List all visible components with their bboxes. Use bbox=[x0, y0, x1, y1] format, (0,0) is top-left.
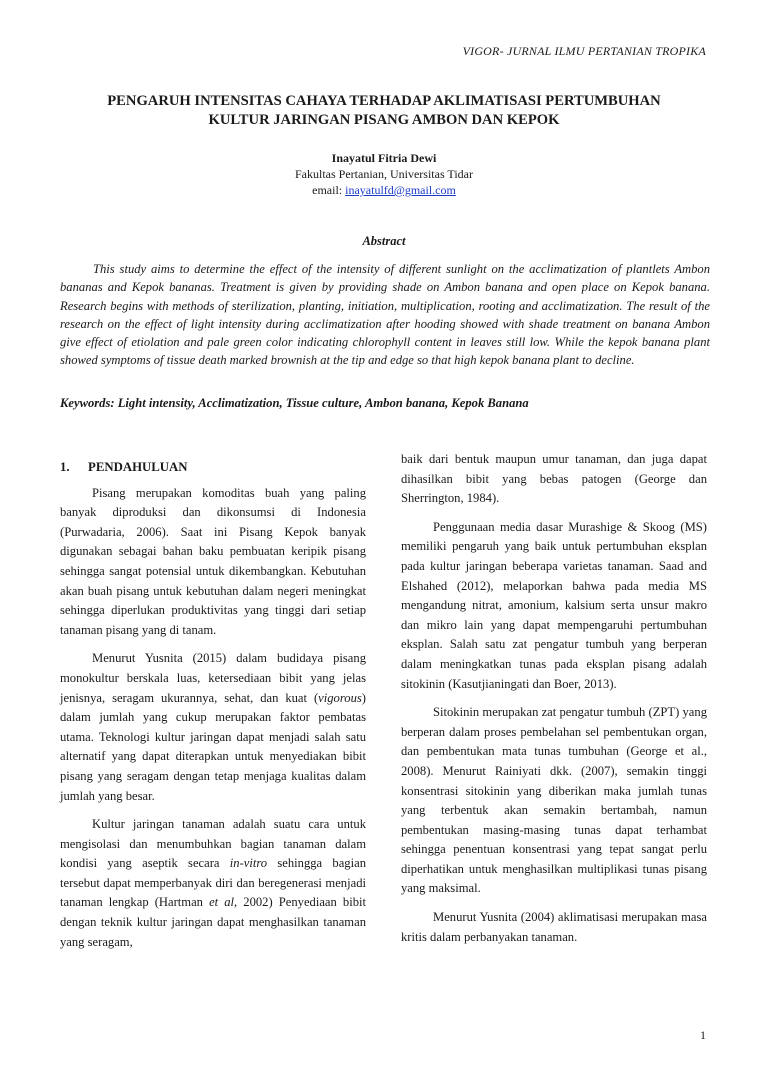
section-title: PENDAHULUAN bbox=[88, 460, 188, 474]
section-number: 1. bbox=[60, 460, 70, 474]
paragraph-text: 2002) Penyediaan bibit dengan teknik kultur jaringan dapat menghasilkan tanaman yang seragam, bbox=[60, 895, 367, 949]
author-block bbox=[60, 150, 708, 198]
email-link[interactable]: inayatulfd@gmail.com bbox=[345, 183, 456, 197]
right-column bbox=[401, 450, 707, 956]
author-email-line bbox=[60, 182, 708, 198]
body-paragraph: Penggunaan media dasar Murashige & Skoog (MS) memiliki pengaruh yang baik untuk pertumbuhan eksplan pada kultur jaringan beberapa varietas tanaman. Saad and Elshahed (2012), melaporkan bahwa pada media MS mengandung nitrat, amonium, kalsium serta unsur makro dan mikro lain yang dapat mempengaruhi pertumbuhan eksplan. Salah satu zat pengatur tumbuh yang berperan dalam meningkatkan tunas pada eksplan pisang adalah sitokinin (Kasutjianingati dan Boer, 2013). bbox=[401, 519, 707, 691]
keywords: Keywords: Light intensity, Acclimatization, Tissue culture, Ambon banana, Kepok Banana bbox=[60, 396, 529, 410]
paragraph-text: sehingga bagian tersebut dapat memperbanyak diri dan beregenerasi menjadi tanaman lengkap (Hartman bbox=[60, 856, 366, 910]
abstract-heading: Abstract bbox=[362, 234, 406, 248]
body-paragraph: Menurut Yusnita (2004) aklimatisasi merupakan masa kritis dalam perbanyakan tanaman. bbox=[401, 910, 707, 944]
paper-title-line: PENGARUH INTENSITAS CAHAYA TERHADAP AKLIMATISASI PERTUMBUHAN bbox=[107, 93, 661, 109]
abstract-text: This study aims to determine the effect of the intensity of different sunlight on the acclimatization of plantlets Ambon bananas and Kepok bananas. Treatment is given by providing shade on Ambon banana and open place on Kepok banana. Research begins with methods of sterilization, planting, initiation, multiplication, rooting and acclimatization. The result of the research on the effect of light intensity during acclimatization after hooding showed with shade treatment on banana Ambon give effect of etiolation and pale green color indicating chlorophyll content in leaves still low. While the kepok banana plant showed symptoms of tissue death marked brownish at the tip and edge so that high kepok banana plant to decline. bbox=[60, 262, 710, 368]
author-name: Inayatul Fitria Dewi bbox=[331, 151, 437, 165]
email-label: email: bbox=[312, 183, 346, 197]
paper-title bbox=[60, 92, 708, 130]
italic-term: in-vitro bbox=[229, 856, 268, 871]
paragraph-text: ) dalam jumlah yang cukup merupakan faktor pembatas utama. Teknologi kultur jaringan dapat menjadi salah satu alternatif yang dapat diterapkan untuk menyediakan bibit pisang yang seragam dengan tetap menjaga kualitas dalam jumlah yang besar. bbox=[60, 690, 366, 803]
italic-term: vigorous bbox=[318, 690, 362, 705]
body-paragraph: baik dari bentuk maupun umur tanaman, dan juga dapat dihasilkan bibit yang bebas patogen (George dan Sherrington, 1984). bbox=[401, 452, 707, 506]
body-paragraph: Sitokinin merupakan zat pengatur tumbuh (ZPT) yang berperan dalam proses pembelahan sel pembentukan organ, dan pembentukan mata tunas tumbuhan (George et al., 2008). Menurut Rainiyati dkk. (2007), semakin tinggi konsentrasi sitokinin yang diberikan maka jumlah tunas yang terbentuk akan semakin bertambah, namun pembentukan masing-masing tunas dapat terhambat sehingga penentuan konsentrasi yang tepat sangat perlu diperhatikan untuk menghasilkan multiplikasi tunas pisang yang maksimal. bbox=[401, 705, 707, 896]
italic-term: et al, bbox=[209, 895, 238, 910]
paragraph-text: Menurut Yusnita (2015) dalam budidaya pisang monokultur berskala luas, ketersediaan bibit yang jelas jenisnya, seragam ukurannya, sehat, dan kuat ( bbox=[60, 651, 366, 705]
paper-title-line: KULTUR JARINGAN PISANG AMBON DAN KEPOK bbox=[208, 112, 560, 128]
body-paragraph bbox=[60, 815, 366, 952]
paragraph-text: Kultur jaringan tanaman adalah suatu cara untuk mengisolasi dan menumbuhkan bagian tanaman dalam kondisi yang aseptik secara bbox=[60, 817, 366, 871]
author-affiliation: Fakultas Pertanian, Universitas Tidar bbox=[295, 167, 473, 181]
body-paragraph bbox=[60, 649, 366, 806]
running-header: VIGOR- JURNAL ILMU PERTANIAN TROPIKA bbox=[462, 44, 706, 58]
page-number: 1 bbox=[700, 1028, 706, 1042]
left-column bbox=[60, 458, 366, 961]
body-paragraph: Pisang merupakan komoditas buah yang paling banyak diproduksi dan dikonsumsi di Indonesia (Purwadaria, 2006). Saat ini Pisang Kepok banyak digunakan sebagai bahan baku pembuatan keripik pisang sehingga sangat potensial untuk dikembangkan. Kebutuhan akan buah pisang untuk kebutuhan dalam negeri meningkat sehingga diperlukan produktivitas yang tinggi dari setiap tanaman pisang yang di tanam. bbox=[60, 485, 366, 637]
section-heading bbox=[60, 458, 366, 478]
